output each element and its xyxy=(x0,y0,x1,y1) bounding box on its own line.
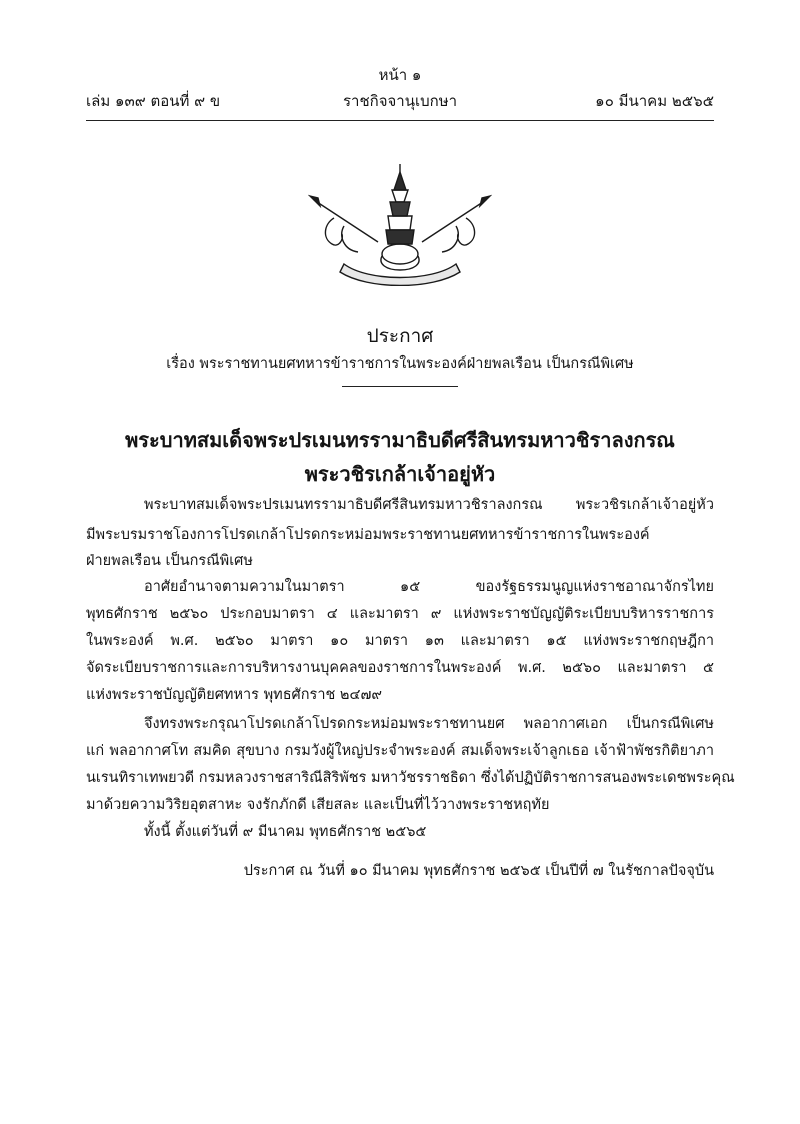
title-divider xyxy=(342,386,458,387)
gazette-name: ราชกิจจานุเบกษา xyxy=(342,92,458,110)
body-line: พุทธศักราช ๒๕๖๐ ประกอบมาตรา ๔ และมาตรา ๙ แห่งพระราชบัญญัติระเบียบบริหารราชการ xyxy=(86,606,714,622)
body-line: จัดระเบียบราชการและการบริหารงานบุคคลของราชการในพระองค์ พ.ศ. ๒๕๖๐ และมาตรา ๕ xyxy=(86,660,714,676)
body-line: อาศัยอำนาจตามความในมาตรา ๑๕ ของรัฐธรรมนูญแห่งราชอาณาจักรไทย xyxy=(144,579,714,595)
gazette-date: ๑๐ มีนาคม ๒๕๖๕ xyxy=(595,92,714,110)
body-line: พระบาทสมเด็จพระปรเมนทรรามาธิบดีศรีสินทรมหาวชิราลงกรณ พระวชิรเกล้าเจ้าอยู่หัว xyxy=(144,497,714,513)
body-line: มีพระบรมราชโองการโปรดเกล้าโปรดกระหม่อมพระราชทานยศทหารข้าราชการในพระองค์ xyxy=(86,527,650,543)
volume-issue: เล่ม ๑๓๙ ตอนที่ ๙ ข xyxy=(86,92,221,110)
gazette-header xyxy=(86,89,714,113)
proclamation-date-line: ประกาศ ณ วันที่ ๑๐ มีนาคม พุทธศักราช ๒๕๖๕ เป็นปีที่ ๗ ในรัชกาลปัจจุบัน xyxy=(243,863,714,879)
body-line: ทั้งนี้ ตั้งแต่วันที่ ๙ มีนาคม พุทธศักราช ๒๕๖๕ xyxy=(144,824,427,840)
body-line: นเรนทิราเทพยวดี กรมหลวงราชสาริณีสิริพัชร มหาวัชรราชธิดา ซึ่งได้ปฏิบัติราชการสนองพระเดชพระคุณ xyxy=(86,770,735,786)
page-number: หน้า ๑ xyxy=(378,66,422,84)
document-subject: เรื่อง พระราชทานยศทหารข้าราชการในพระองค์ฝ่ายพลเรือน เป็นกรณีพิเศษ xyxy=(166,356,634,372)
royal-emblem-icon xyxy=(308,160,492,286)
document-title: ประกาศ xyxy=(366,325,434,347)
body-line: จึงทรงพระกรุณาโปรดเกล้าโปรดกระหม่อมพระราชทานยศ พลอากาศเอก เป็นกรณีพิเศษ xyxy=(144,716,714,732)
king-name-line-2: พระวชิรเกล้าเจ้าอยู่หัว xyxy=(304,462,496,486)
body-line: มาด้วยความวิริยอุตสาหะ จงรักภักดี เสียสละ และเป็นที่ไว้วางพระราชหฤทัย xyxy=(86,797,550,813)
header-divider xyxy=(86,120,714,121)
king-name-line-1: พระบาทสมเด็จพระปรเมนทรรามาธิบดีศรีสินทรมหาวชิราลงกรณ xyxy=(125,428,675,452)
body-line: แห่งพระราชบัญญัติยศทหาร พุทธศักราช ๒๔๗๙ xyxy=(86,687,382,703)
body-line: ฝ่ายพลเรือน เป็นกรณีพิเศษ xyxy=(86,553,253,569)
body-line: ในพระองค์ พ.ศ. ๒๕๖๐ มาตรา ๑๐ มาตรา ๑๓ และมาตรา ๑๕ แห่งพระราชกฤษฎีกา xyxy=(86,633,714,649)
body-line: แก่ พลอากาศโท สมคิด สุขบาง กรมวังผู้ใหญ่ประจำพระองค์ สมเด็จพระเจ้าลูกเธอ เจ้าฟ้าพัชรกิติยาภา xyxy=(86,743,714,759)
